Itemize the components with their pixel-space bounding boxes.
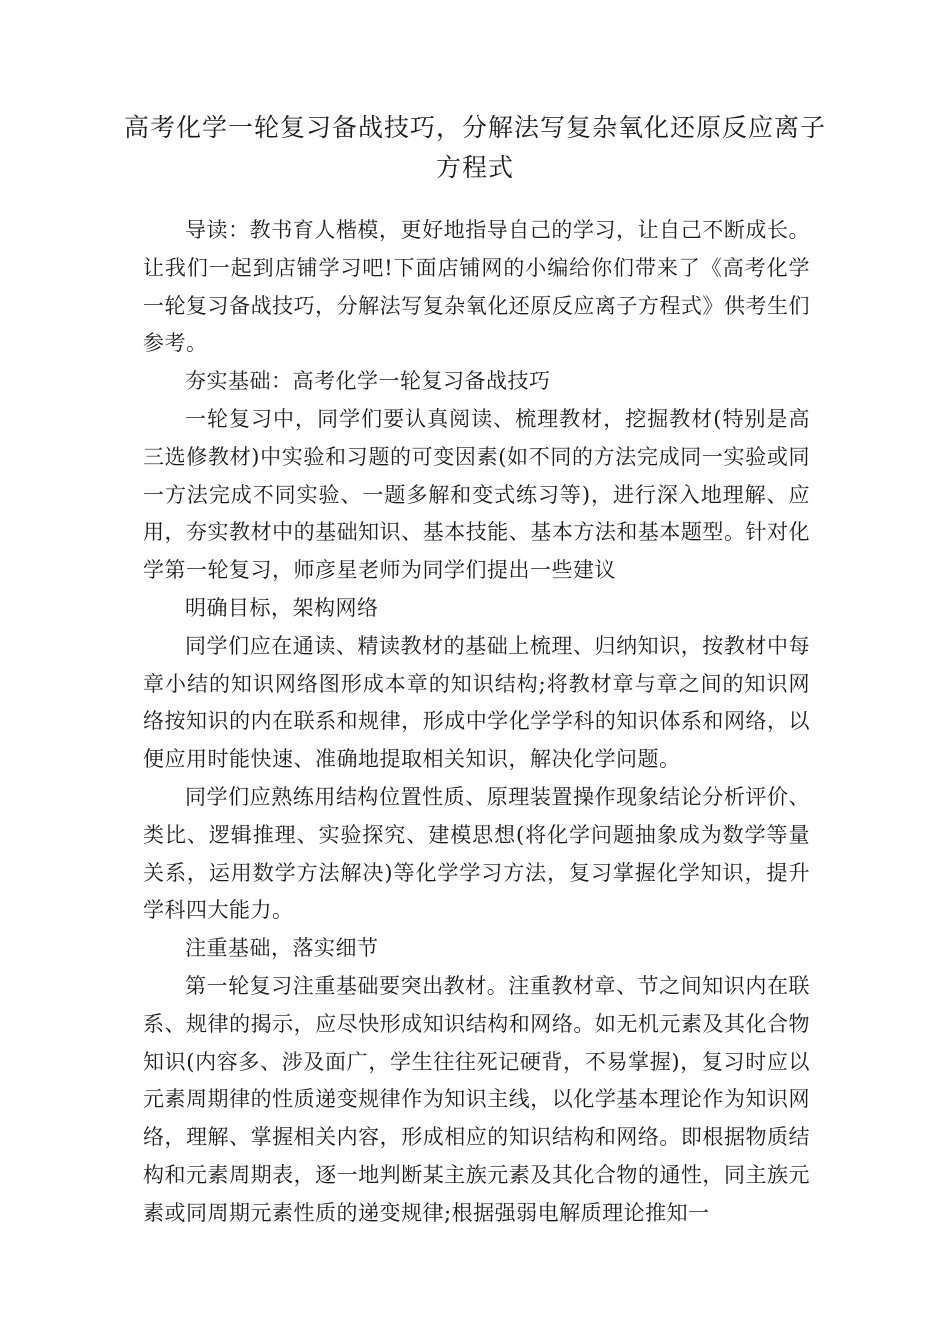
document-body — [143, 212, 810, 1233]
title-line-2: 方程式 — [435, 153, 514, 182]
body-paragraph: 一轮复习中，同学们要认真阅读、梳理教材，挖掘教材(特别是高三选修教材)中实验和习题的可变因素(如不同的方法完成同一实验或同一方法完成不同实验、一题多解和变式练习等)，进行深入地理解、应用，夯实教材中的基础知识、基本技能、基本方法和基本题型。针对化学第一轮复习，师彦星老师为同学们提出一些建议 — [143, 406, 810, 583]
body-paragraph: 同学们应在通读、精读教材的基础上梳理、归纳知识，按教材中每章小结的知识网络图形成本章的知识结构;将教材章与章之间的知识网络按知识的内在联系和规律，形成中学化学学科的知识体系和网络，以便应用时能快速、准确地提取相关知识，解决化学问题。 — [143, 633, 810, 772]
body-paragraph: 同学们应熟练用结构位置性质、原理装置操作现象结论分析评价、类比、逻辑推理、实验探究、建模思想(将化学问题抽象成为数学等量关系，运用数学方法解决)等化学学习方法，复习掌握化学知识，提升学科四大能力。 — [143, 784, 810, 923]
body-paragraph: 第一轮复习注重基础要突出教材。注重教材章、节之间知识内在联系、规律的揭示，应尽快形成知识结构和网络。如无机元素及其化合物知识(内容多、涉及面广，学生往往死记硬背，不易掌握)，复习时应以元素周期律的性质递变规律作为知识主线，以化学基本理论作为知识网络，理解、掌握相关内容，形成相应的知识结构和网络。即根据物质结构和元素周期表，逐一地判断某主族元素及其化合物的通性，同主族元素或同周期元素性质的递变规律;根据强弱电解质理论推知一 — [143, 973, 810, 1225]
intro-paragraph: 导读：教书育人楷模，更好地指导自己的学习，让自己不断成长。让我们一起到店铺学习吧!下面店铺网的小编给你们带来了《高考化学一轮复习备战技巧，分解法写复杂氧化还原反应离子方程式》供考生们参考。 — [143, 218, 810, 356]
title-line-1: 高考化学一轮复习备战技巧，分解法写复杂氧化还原反应离子 — [123, 113, 826, 142]
subheading-goals: 明确目标，架构网络 — [185, 595, 379, 620]
document-title — [120, 108, 830, 188]
subheading-basics: 注重基础，落实细节 — [185, 936, 379, 961]
section-heading-foundation: 夯实基础：高考化学一轮复习备战技巧 — [185, 369, 551, 394]
